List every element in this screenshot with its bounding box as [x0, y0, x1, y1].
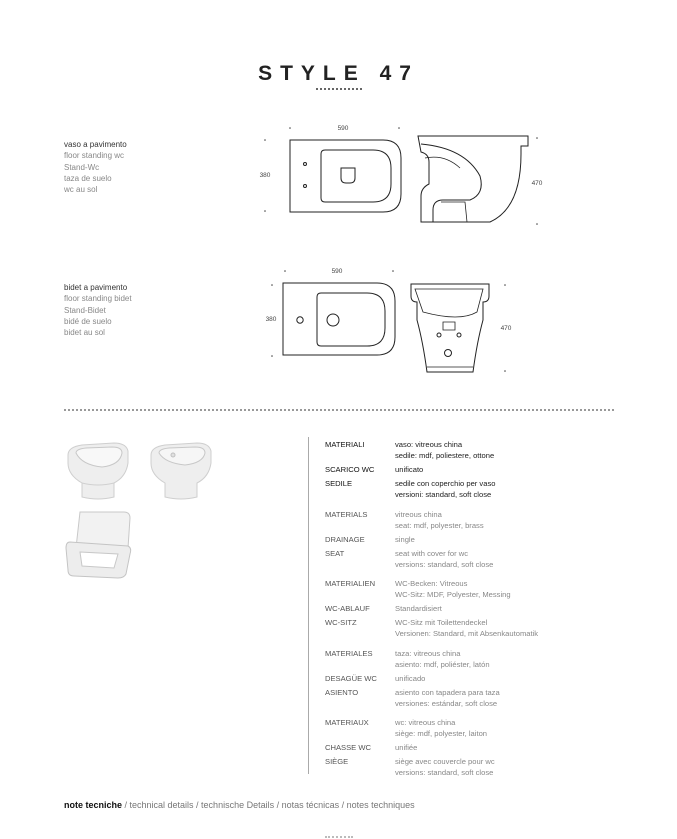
wc-width-dimension: 590: [337, 125, 349, 132]
spec-label: CHASSE WC: [325, 743, 371, 752]
spec-value: Versionen: Standard, mit Absenkautomatik: [395, 629, 539, 638]
bidet-technical-drawing: [255, 262, 555, 382]
spec-row: [325, 603, 538, 614]
wc-title: vaso a pavimento: [64, 140, 127, 149]
bidet-product-image: [145, 437, 217, 508]
wc-side-outline: [418, 136, 528, 222]
spec-value: asiento con tapadera para taza: [395, 688, 500, 697]
spec-row: [325, 578, 538, 600]
wc-description: [64, 139, 127, 195]
spec-row: [325, 478, 495, 500]
wc-product-image: [62, 437, 134, 508]
spec-row: [325, 673, 500, 684]
spec-value: vitreous china: [395, 510, 442, 519]
spec-value: unificato: [395, 465, 424, 474]
bidet-height-dimension: 380: [265, 316, 277, 323]
spec-value: siège avec couvercle pour wc: [395, 757, 495, 766]
wc-desc-line: floor standing wc: [64, 151, 125, 161]
bidet-desc-line: Stand-Bidet: [64, 305, 106, 315]
spec-row: [325, 509, 493, 531]
spec-row: [325, 717, 495, 739]
spec-value: asiento: mdf, poliéster, latón: [395, 660, 490, 669]
spec-row: [325, 617, 538, 639]
wc-technical-drawing: [255, 118, 555, 238]
wc-top-outline: [290, 140, 401, 212]
section-divider: [64, 409, 614, 411]
bidet-title: bidet a pavimento: [64, 283, 128, 292]
bidet-side-dimension: 470: [500, 325, 512, 332]
spec-group-en: [325, 509, 493, 573]
spec-value: sedile: mdf, poliestere, ottone: [395, 451, 495, 460]
spec-row: [325, 742, 495, 753]
wc-drain-outline: [341, 168, 355, 183]
footer-bold-label: note tecniche: [64, 800, 123, 810]
spec-label: MATERIALS: [325, 510, 368, 519]
wc-desc-line: taza de suelo: [64, 173, 112, 183]
spec-label: MATERIALIEN: [325, 579, 376, 588]
spec-value: taza: vitreous china: [395, 649, 461, 658]
title-divider: [316, 88, 362, 90]
spec-row: [325, 439, 495, 461]
spec-value: unifiée: [395, 743, 418, 752]
wc-bowl-outline: [321, 150, 391, 202]
spec-row: [325, 548, 493, 570]
spec-value: unificado: [395, 674, 426, 683]
spec-group-it: [325, 439, 495, 503]
wc-height-dimension: 380: [259, 172, 271, 179]
spec-value: versiones: estándar, soft close: [395, 699, 498, 708]
spec-row: [325, 756, 495, 778]
spec-label: SEAT: [325, 549, 345, 558]
spec-value: Standardisiert: [395, 604, 442, 613]
spec-value: versions: standard, soft close: [395, 560, 494, 569]
bidet-desc-line: bidé de suelo: [64, 316, 112, 326]
wc-desc-line: Stand-Wc: [64, 162, 100, 172]
spec-row: [325, 534, 493, 545]
spec-value: versioni: standard, soft close: [395, 490, 492, 499]
footer-translations: / technical details / technische Details / notas técnicas / notes techniques: [122, 800, 415, 810]
spec-group-es: [325, 648, 500, 712]
bidet-description: [64, 282, 132, 338]
spec-value: sedile con coperchio per vaso: [395, 479, 496, 488]
spec-label: DESAGÜE WC: [325, 674, 377, 683]
spec-row: [325, 687, 500, 709]
spec-value: WC-Sitz mit Toilettendeckel: [395, 618, 488, 627]
spec-value: siège: mdf, polyester, laiton: [395, 729, 488, 738]
spec-value: seat: mdf, polyester, brass: [395, 521, 484, 530]
page-title: STYLE 47: [258, 62, 419, 85]
spec-group-fr: [325, 717, 495, 781]
spec-label: SIÈGE: [325, 757, 349, 766]
spec-label: WC-SITZ: [325, 618, 357, 627]
spec-label: MATERIALES: [325, 649, 373, 658]
spec-value: versions: standard, soft close: [395, 768, 494, 777]
spec-value: WC-Becken: Vitreous: [395, 579, 468, 588]
spec-label: SEDILE: [325, 479, 353, 488]
spec-value: seat with cover for wc: [395, 549, 469, 558]
spec-label: WC-ABLAUF: [325, 604, 370, 613]
spec-value: WC-Sitz: MDF, Polyester, Messing: [395, 590, 511, 599]
seat-product-image: [62, 508, 137, 585]
spec-value: wc: vitreous china: [395, 718, 456, 727]
spec-row: [325, 464, 495, 475]
spec-label: MATERIALI: [325, 440, 365, 449]
spec-label: MATERIAUX: [325, 718, 369, 727]
spec-row: [325, 648, 500, 670]
spec-value: vaso: vitreous china: [395, 440, 463, 449]
wc-desc-line: wc au sol: [64, 185, 98, 195]
bottom-divider: [325, 836, 353, 838]
bidet-front-outline: [411, 284, 489, 372]
wc-side-dimension: 470: [531, 180, 543, 187]
spec-group-de: [325, 578, 538, 642]
spec-divider-line: [308, 437, 309, 774]
spec-value: single: [395, 535, 415, 544]
bidet-width-dimension: 590: [331, 268, 343, 275]
spec-label: DRAINAGE: [325, 535, 365, 544]
bidet-desc-line: floor standing bidet: [64, 294, 132, 304]
bidet-desc-line: bidet au sol: [64, 328, 105, 338]
spec-label: ASIENTO: [325, 688, 359, 697]
technical-notes-footer: [64, 800, 415, 810]
spec-label: SCARICO WC: [325, 465, 375, 474]
